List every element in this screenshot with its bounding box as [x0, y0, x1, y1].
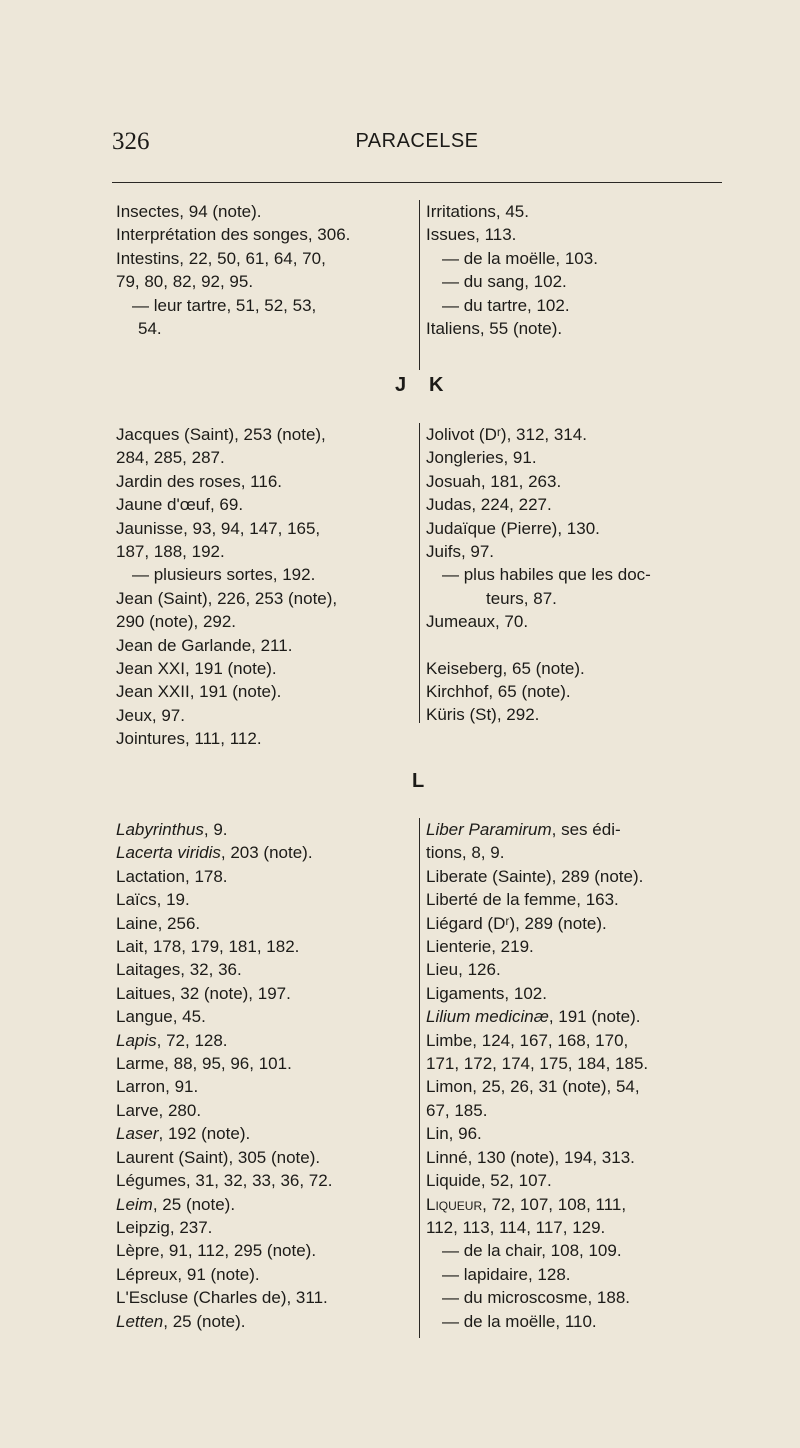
index-entry: Jaunisse, 93, 94, 147, 165,	[116, 518, 321, 538]
index-entry: Laurent (Saint), 305 (note).	[116, 1147, 321, 1167]
column-divider	[419, 818, 420, 1338]
index-entry: Lépreux, 91 (note).	[116, 1264, 260, 1284]
index-entry: Lait, 178, 179, 181, 182.	[116, 937, 300, 957]
index-entry: Limbe, 124, 167, 168, 170,	[426, 1030, 629, 1050]
index-entry: Keiseberg, 65 (note).	[426, 658, 585, 678]
index-entry: Lèpre, 91, 112, 295 (note).	[116, 1241, 317, 1261]
index-entry: Josuah, 181, 263.	[426, 471, 562, 491]
index-entry: — de la chair, 108, 109.	[442, 1241, 622, 1261]
index-entry: Lienterie, 219.	[426, 937, 534, 957]
index-entry: Jaune d'œuf, 69.	[116, 495, 244, 515]
index-entry: Letten, 25 (note).	[116, 1311, 246, 1331]
index-entry: Lieu, 126.	[426, 960, 501, 980]
index-entry: — du sang, 102.	[442, 272, 567, 292]
index-entry: Jointures, 111, 112.	[116, 729, 262, 749]
index-column-left	[116, 200, 416, 340]
column-divider	[419, 423, 420, 723]
index-entry: Jean (Saint), 226, 253 (note),	[116, 588, 338, 608]
index-entry: 67, 185.	[426, 1100, 488, 1120]
index-entry: Liqueur, 72, 107, 108, 111,	[426, 1194, 627, 1214]
index-entry: Laine, 256.	[116, 913, 201, 933]
index-entry: Italiens, 55 (note).	[426, 319, 563, 339]
page-header	[112, 128, 722, 168]
index-entry: Judaïque (Pierre), 130.	[426, 518, 600, 538]
index-entry: — lapidaire, 128.	[442, 1264, 571, 1284]
index-entry: Leim, 25 (note).	[116, 1194, 236, 1214]
index-entry: Jean de Garlande, 211.	[116, 635, 293, 655]
index-entry: 284, 285, 287.	[116, 448, 225, 468]
index-entry: — plusieurs sortes, 192.	[132, 565, 316, 585]
index-entry: Légumes, 31, 32, 33, 36, 72.	[116, 1171, 333, 1191]
index-column-right	[426, 200, 726, 340]
index-entry: Insectes, 94 (note).	[116, 202, 262, 221]
index-entry: — du microscosme, 188.	[442, 1288, 631, 1308]
header-rule	[112, 182, 722, 183]
index-entry: Laitues, 32 (note), 197.	[116, 983, 291, 1003]
index-entry: Liberté de la femme, 163.	[426, 890, 619, 910]
index-entry: Liberate (Sainte), 289 (note).	[426, 866, 644, 886]
index-entry: Laitages, 32, 36.	[116, 960, 242, 980]
index-entry: — leur tartre, 51, 52, 53,	[132, 295, 317, 315]
index-column-right	[426, 423, 726, 727]
index-entry: Jean XXI, 191 (note).	[116, 659, 277, 679]
index-entry: Jolivot (Dʳ), 312, 314.	[426, 425, 587, 444]
index-entry: Jacques (Saint), 253 (note),	[116, 425, 326, 444]
index-entry: Issues, 113.	[426, 225, 517, 245]
index-entry: Küris (St), 292.	[426, 705, 540, 725]
index-entry: Jean XXII, 191 (note).	[116, 682, 282, 702]
index-entry: Lin, 96.	[426, 1124, 482, 1144]
index-entry: teurs, 87.	[486, 588, 557, 608]
index-entry: Kirchhof, 65 (note).	[426, 682, 571, 702]
index-entry: Liégard (Dʳ), 289 (note).	[426, 913, 607, 933]
index-entry: Leipzig, 237.	[116, 1217, 213, 1237]
index-entry: Liquide, 52, 107.	[426, 1171, 552, 1191]
index-entry: Labyrinthus, 9.	[116, 820, 228, 839]
index-entry: 79, 80, 82, 92, 95.	[116, 272, 254, 292]
index-entry: Lactation, 178.	[116, 866, 228, 886]
index-entry: Jongleries, 91.	[426, 448, 537, 468]
index-entry: Jardin des roses, 116.	[116, 471, 282, 491]
index-entry: 54.	[138, 319, 162, 339]
index-entry: Interprétation des songes, 306.	[116, 225, 351, 245]
index-entry: Langue, 45.	[116, 1007, 206, 1027]
index-column-left	[116, 423, 416, 751]
index-entry: L'Escluse (Charles de), 311.	[116, 1288, 328, 1308]
index-entry: — de la moëlle, 103.	[442, 248, 598, 268]
page-number: 326	[112, 128, 150, 155]
index-entry: Jumeaux, 70.	[426, 612, 529, 632]
index-entry: Juifs, 97.	[426, 542, 495, 562]
index-entry: Lacerta viridis, 203 (note).	[116, 843, 313, 863]
index-entry: Larme, 88, 95, 96, 101.	[116, 1054, 292, 1074]
index-entry: 112, 113, 114, 117, 129.	[426, 1217, 606, 1237]
index-entry: Laser, 192 (note).	[116, 1124, 251, 1144]
letter-heading-j: J	[395, 374, 407, 396]
index-entry: Larron, 91.	[116, 1077, 199, 1097]
index-entry: 171, 172, 174, 175, 184, 185.	[426, 1054, 649, 1074]
index-entry: Jeux, 97.	[116, 705, 185, 725]
running-title: PARACELSE	[355, 130, 479, 152]
letter-heading-k: K	[429, 374, 444, 396]
column-divider	[419, 200, 420, 370]
index-entry: 290 (note), 292.	[116, 612, 237, 632]
index-entry: Lapis, 72, 128.	[116, 1030, 228, 1050]
index-entry: Irritations, 45.	[426, 202, 529, 221]
index-entry: Intestins, 22, 50, 61, 64, 70,	[116, 248, 326, 268]
index-entry: Limon, 25, 26, 31 (note), 54,	[426, 1077, 640, 1097]
index-entry: Laïcs, 19.	[116, 890, 190, 910]
index-column-right	[426, 818, 726, 1333]
index-entry: Linné, 130 (note), 194, 313.	[426, 1147, 635, 1167]
index-entry: Judas, 224, 227.	[426, 495, 552, 515]
index-entry: Lilium medicinæ, 191 (note).	[426, 1007, 641, 1027]
index-entry: — de la moëlle, 110.	[442, 1311, 597, 1331]
index-column-left	[116, 818, 416, 1333]
index-entry: Ligaments, 102.	[426, 983, 547, 1003]
index-entry: tions, 8, 9.	[426, 843, 505, 863]
index-entry: — du tartre, 102.	[442, 295, 570, 315]
index-entry: Liber Paramirum, ses édi-	[426, 820, 621, 839]
index-entry: — plus habiles que les doc-	[442, 565, 651, 585]
index-entry: 187, 188, 192.	[116, 542, 225, 562]
letter-heading-l: L	[412, 770, 425, 792]
index-entry: Larve, 280.	[116, 1100, 202, 1120]
